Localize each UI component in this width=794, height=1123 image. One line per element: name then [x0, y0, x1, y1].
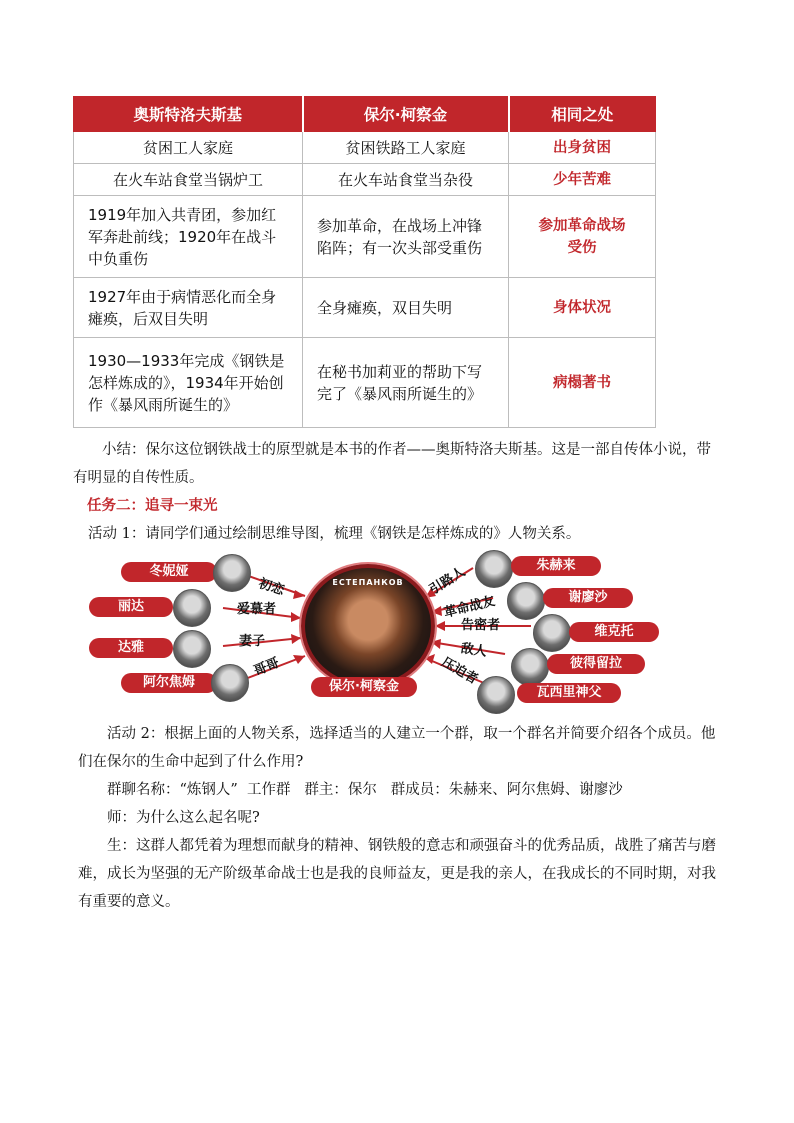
portrait-victor — [533, 614, 571, 652]
group-info-line — [107, 776, 757, 804]
activity2-text: 活动 2：根据上面的人物关系，选择适当的人建立一个群，取一个群名并简要介绍各个成员。他们在保尔的生命中起到了什么作用? — [78, 726, 716, 770]
cell-author: 1927年由于病情恶化而全身瘫痪，后双目失明 — [74, 278, 303, 338]
relation-brother: 哥哥 — [251, 655, 282, 680]
header-author: 奥斯特洛夫斯基 — [74, 97, 303, 132]
task2-title: 任务二：追寻一束光 — [87, 497, 218, 514]
pill-rita: 丽达 — [89, 597, 173, 617]
student-answer: 生：这群人都凭着为理想而献身的精神、钢铁般的意志和顽强奋斗的优秀品质，战胜了痛苦与磨难，成长为坚强的无产阶级革命战士也是我的良师益友，更是我的亲人，在我成长的不同时期，对我有重要的意义。 — [78, 838, 716, 910]
table-row — [74, 132, 656, 164]
pavel-portrait — [301, 564, 435, 688]
poster-title: ЕСТЕПАНКОВ — [332, 578, 404, 587]
cell-author: 1930—1933年完成《钢铁是怎样炼成的》，1934年开始创作《暴风雨所诞生的》 — [74, 338, 303, 428]
activity1-text: 活动 1：请同学们通过绘制思维导图，梳理《钢铁是怎样炼成的》人物关系。 — [88, 526, 581, 542]
portrait-artyom — [211, 664, 249, 702]
portrait-rita — [173, 589, 211, 627]
table-row — [74, 164, 656, 196]
pill-tonya: 冬妮娅 — [121, 562, 217, 582]
relation-guide: 引路人 — [427, 564, 469, 598]
pill-center-pavel: 保尔·柯察金 — [311, 677, 417, 697]
cell-common: 出身贫困 — [509, 132, 656, 164]
summary-paragraph: 小结：保尔这位钢铁战士的原型就是本书的作者——奥斯特洛夫斯基。这是一部自传体小说，带有明显的自传性质。 — [73, 442, 711, 486]
cell-pavel: 参加革命，在战场上冲锋陷阵；有一次头部受重伤 — [303, 196, 509, 278]
cell-common: 身体状况 — [509, 278, 656, 338]
header-common: 相同之处 — [509, 97, 656, 132]
portrait-father-vasily — [477, 676, 515, 714]
cell-pavel: 在秘书加莉亚的帮助下写完了《暴风雨所诞生的》 — [303, 338, 509, 428]
table-header-row — [74, 97, 656, 132]
group-info-text: 群聊名称：“炼钢人” 工作群 群主：保尔 群成员：朱赫来、阿尔焦姆、谢廖沙 — [107, 782, 623, 798]
table-row — [74, 278, 656, 338]
cell-pavel: 全身瘫痪，双目失明 — [303, 278, 509, 338]
portrait-petlyura — [511, 648, 549, 686]
cell-common — [509, 196, 656, 278]
cell-pavel: 贫困铁路工人家庭 — [303, 132, 509, 164]
portrait-daya — [173, 630, 211, 668]
pill-seryozha: 谢廖沙 — [543, 588, 633, 608]
pill-petlyura: 彼得留拉 — [547, 654, 645, 674]
portrait-seryozha — [507, 582, 545, 620]
pill-victor: 维克托 — [569, 622, 659, 642]
pill-zhukhrai: 朱赫来 — [511, 556, 601, 576]
comparison-table — [73, 96, 656, 428]
pill-daya: 达雅 — [89, 638, 173, 658]
relation-oppressor: 压迫者 — [438, 654, 481, 688]
cell-common: 病榻著书 — [509, 338, 656, 428]
character-mindmap — [73, 546, 673, 706]
cell-common: 少年苦难 — [509, 164, 656, 196]
table-row — [74, 338, 656, 428]
cell-author: 贫困工人家庭 — [74, 132, 303, 164]
table-row — [74, 196, 656, 278]
cell-common-text: 参加革命战场受伤 — [538, 217, 626, 256]
pill-father-vasily: 瓦西里神父 — [517, 683, 621, 703]
relation-informer: 告密者 — [461, 618, 501, 633]
relation-enemy: 敌人 — [459, 641, 488, 660]
portrait-zhukhrai — [475, 550, 513, 588]
relation-wife: 妻子 — [239, 634, 266, 649]
header-pavel: 保尔·柯察金 — [303, 97, 509, 132]
cell-author: 在火车站食堂当锅炉工 — [74, 164, 303, 196]
relation-comrade: 革命战友 — [442, 593, 497, 622]
cell-pavel: 在火车站食堂当杂役 — [303, 164, 509, 196]
relation-admirer: 爱慕者 — [237, 602, 277, 617]
cell-author: 1919年加入共青团，参加红军奔赴前线；1920年在战斗中负重伤 — [74, 196, 303, 278]
teacher-question: 师：为什么这么起名呢? — [107, 810, 260, 826]
portrait-tonya — [213, 554, 251, 592]
relation-first-love: 初恋 — [256, 576, 287, 599]
pill-artyom: 阿尔焦姆 — [121, 673, 217, 693]
